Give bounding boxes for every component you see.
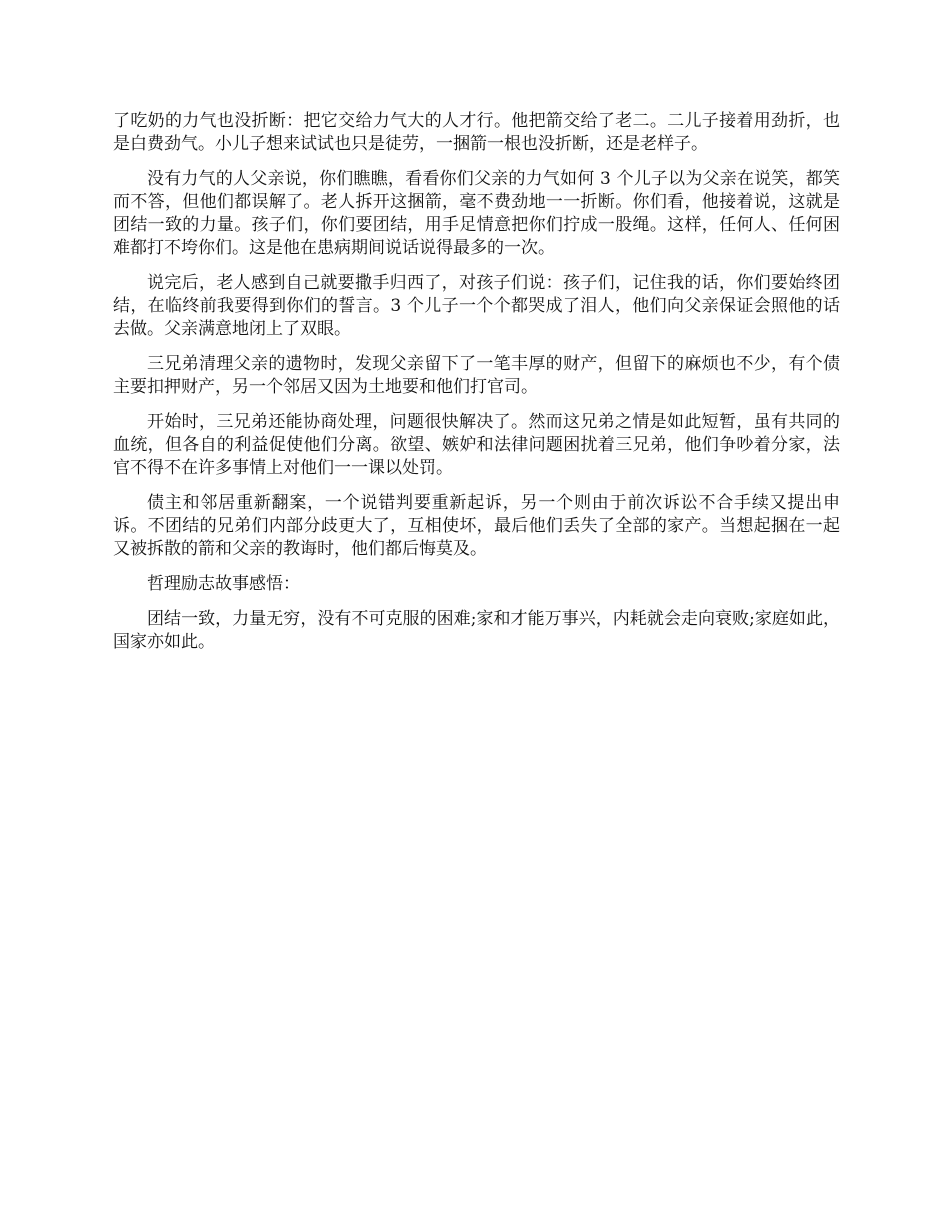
- paragraph-2: 没有力气的人父亲说，你们瞧瞧，看看你们父亲的力气如何 3 个儿子以为父亲在说笑，都笑而不答，但他们都误解了。老人拆开这捆箭，毫不费劲地一一折断。你们看，他接着说，这就是团结一致的力量。孩子们，你们要团结，用手足情意把你们拧成一股绳。这样，任何人、任何困难都打不垮你们。这是他在患病期间说话说得最多的一次。: [113, 169, 840, 258]
- paragraph-5: 开始时，三兄弟还能协商处理，问题很快解决了。然而这兄弟之情是如此短暂，虽有共同的血统，但各自的利益促使他们分离。欲望、嫉妒和法律问题困扰着三兄弟，他们争吵着分家，法官不得不在许多事情上对他们一一课以处罚。: [113, 412, 840, 478]
- section-heading-insight: 哲理励志故事感悟：: [147, 574, 300, 594]
- paragraph-6: 债主和邻居重新翻案，一个说错判要重新起诉，另一个则由于前次诉讼不合手续又提出申诉。不团结的兄弟们内部分歧更大了，互相使坏，最后他们丢失了全部的家产。当想起捆在一起又被拆散的箭和父亲的教诲时，他们都后悔莫及。: [113, 493, 840, 559]
- paragraph-4: 三兄弟清理父亲的遗物时，发现父亲留下了一笔丰厚的财产，但留下的麻烦也不少，有个债主要扣押财产，另一个邻居又因为土地要和他们打官司。: [113, 354, 840, 397]
- document-body: [113, 110, 840, 666]
- paragraph-1: 了吃奶的力气也没折断：把它交给力气大的人才行。他把箭交给了老二。二儿子接着用劲折，也是白费劲气。小儿子想来试试也只是徒劳，一捆箭一根也没折断，还是老样子。: [113, 111, 840, 154]
- paragraph-insight: 团结一致，力量无穷，没有不可克服的困难;家和才能万事兴，内耗就会走向衰败;家庭如此，国家亦如此。: [113, 609, 840, 652]
- paragraph-3: 说完后，老人感到自己就要撒手归西了，对孩子们说：孩子们，记住我的话，你们要始终团结，在临终前我要得到你们的誓言。3 个儿子一个个都哭成了泪人，他们向父亲保证会照他的话去做。父亲满意地闭上了双眼。: [113, 273, 840, 339]
